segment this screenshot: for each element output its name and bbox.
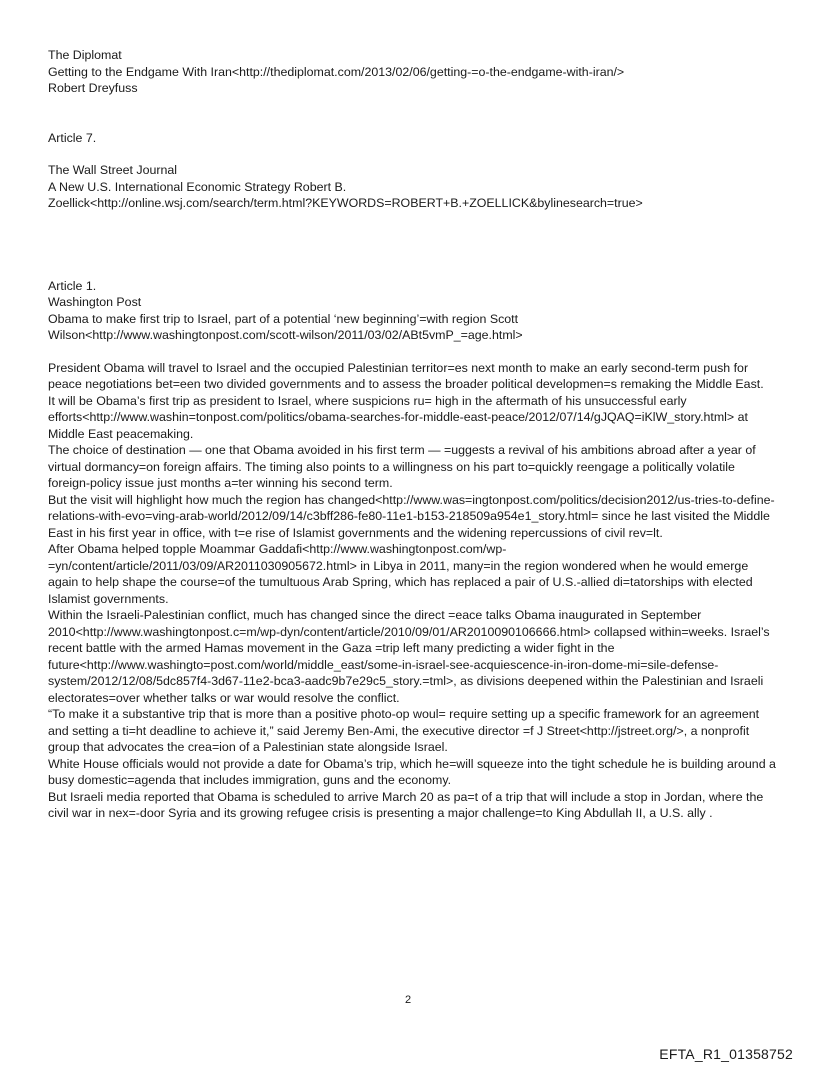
- publication-name: The Diplomat: [48, 48, 122, 62]
- page-number: 2: [404, 994, 412, 1006]
- paragraph: President Obama will travel to Israel and the occupied Palestinian territor=es next month to make an early second-term push for peace negotiations bet=een two divided governments and to assess the broader political developmen=s remaking the Middle East.: [48, 360, 764, 391]
- article-title: A New U.S. International Economic Strategy Robert B.: [48, 179, 347, 194]
- paragraph: “To make it a substantive trip that is more than a positive photo-op woul= require setting up a specific framework for an agreement and setting a ti=ht deadline to achieve it,” said Jeremy Ben-Ami, the executive director =f J Street<http://jstreet.org/>, a nonprofit group that advocates the crea=ion of a Palestinian state alongside Israel.: [48, 707, 760, 754]
- paragraph: But the visit will highlight how much the region has changed<http://www.was=ingtonpost.com/politics/decision2012/us-tries-to-define-relations-with-evo=ving-arab-world/2012/09/14/c3bff286-fe80-11e1-b153-218509a954e1_story.html= since he last visited the Middle East in his first year in office, with t=e rise of Islamist governments and the widening repercussions of civil rev=lt.: [48, 492, 775, 540]
- bates-number: EFTA_R1_01358752: [659, 1046, 793, 1062]
- article-author-link: Wilson<http://www.washingtonpost.com/scott-wilson/2011/03/02/ABt5vmP_=age.html>: [48, 328, 523, 342]
- article-body: [48, 360, 778, 822]
- article-label: Article 7.: [48, 130, 97, 145]
- paragraph: It will be Obama’s first trip as president to Israel, where suspicions ru= high in the aftermath of his unsuccessful early efforts<http://www.washin=tonpost.com/politics/obama-searches-for-middle-east-peace/2012/07/14/gJQAQ=iKlW_story.html> at Middle East peacemaking.: [48, 393, 748, 441]
- article-headline: Obama to make first trip to Israel, part of a potential ‘new beginning’=with region Scott: [48, 311, 519, 326]
- article-label: Article 1.: [48, 278, 97, 293]
- paragraph: After Obama helped topple Moammar Gaddafi<http://www.washingtonpost.com/wp-=yn/content/article/2011/03/09/AR2011030905672.html> in Libya in 2011, many=in the region wondered when he would emerge again to help shape the course=of the tumultuous Arab Spring, which has replaced a pair of U.S.-allied di=tatorships with elected Islamist governments.: [48, 542, 753, 606]
- paragraph: Within the Israeli-Palestinian conflict, much has changed since the direct =eace talks Obama inaugurated in September 2010<http://www.washingtonpost.c=m/wp-dyn/content/article/2010/09/01/AR2010090106666.html> collapsed within=weeks. Israel’s recent battle with the armed Hamas movement in the Gaza =trip left many predicting a wider fight in the future<http://www.washingto=post.com/world/middle_east/some-in-israel-see-acquiescence-in-iron-dome-mi=sile-defense-system/2012/12/08/5dc857f4-3d67-11e2-bca3-aadc9b7e29c5_story.=tml>, as divisions deepened within the Palestinian and Israeli electorates=over whether talks or war would resolve the conflict.: [48, 608, 770, 705]
- publication-name: The Wall Street Journal: [48, 163, 178, 177]
- document-body: [48, 47, 778, 822]
- paragraph: The choice of destination — one that Obama avoided in his first term — =uggests a revival of his ambitions abroad after a year of virtual dormancy=on foreign affairs. The timing also points to a willingness on his part to=quickly reengage a politically volatile foreign-policy issue just months a=ter winning his second term.: [48, 443, 756, 490]
- paragraph: White House officials would not provide a date for Obama’s trip, which he=will squeeze into the tight schedule he is building around a busy domestic=agenda that includes immigration, guns and the economy.: [48, 756, 776, 787]
- article-author: Robert Dreyfuss: [48, 81, 138, 95]
- paragraph: But Israeli media reported that Obama is scheduled to arrive March 20 as pa=t of a trip that will include a stop in Jordan, where the civil war in nex=-door Syria and its growing refugee crisis is presenting a major challenge=to King Abdullah II, a U.S. ally .: [48, 789, 764, 820]
- article-author-link: Zoellick<http://online.wsj.com/search/term.html?KEYWORDS=ROBERT+B.+ZOELLICK&bylinesearch=true>: [48, 196, 643, 210]
- publication-name: Washington Post: [48, 295, 142, 309]
- article-title-link: Getting to the Endgame With Iran<http://thediplomat.com/2013/02/06/getting-=o-the-endgame-with-iran/>: [48, 64, 625, 79]
